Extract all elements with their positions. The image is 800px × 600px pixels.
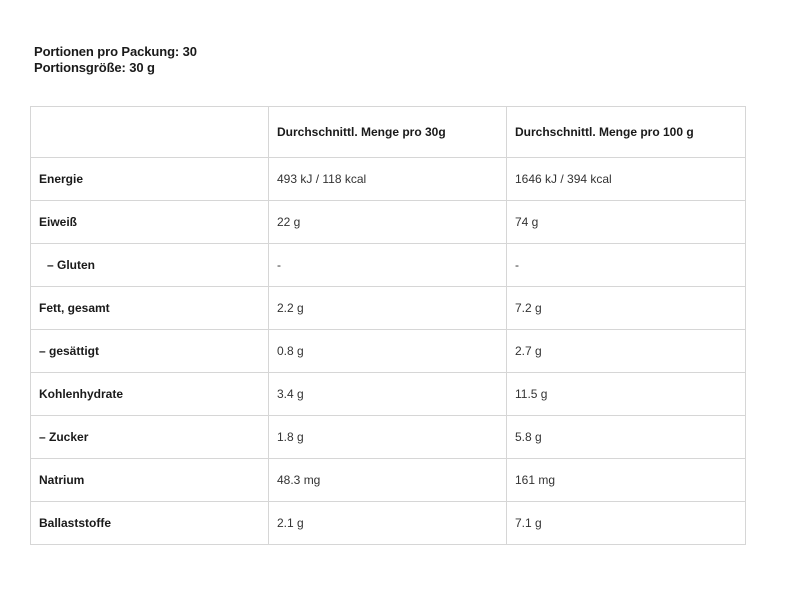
header-per-serving: Durchschnittl. Menge pro 30g: [269, 107, 507, 158]
per-serving-value: 2.2 g: [269, 287, 507, 330]
serving-info: [34, 44, 197, 76]
table-header-row: [31, 107, 746, 158]
per-100g-value: 5.8 g: [507, 416, 746, 459]
table-row-gluten: [31, 244, 746, 287]
per-100g-value: -: [507, 244, 746, 287]
per-serving-value: 3.4 g: [269, 373, 507, 416]
table-row-kohlenhydrate: [31, 373, 746, 416]
per-serving-value: 2.1 g: [269, 502, 507, 545]
nutrient-label: – Zucker: [31, 416, 269, 459]
nutrient-label: – gesättigt: [31, 330, 269, 373]
per-100g-value: 2.7 g: [507, 330, 746, 373]
per-100g-value: 74 g: [507, 201, 746, 244]
header-per-100g: Durchschnittl. Menge pro 100 g: [507, 107, 746, 158]
table-row-energie: [31, 158, 746, 201]
nutrient-label: Ballaststoffe: [31, 502, 269, 545]
nutrient-label: Natrium: [31, 459, 269, 502]
per-100g-value: 11.5 g: [507, 373, 746, 416]
nutrient-label: Eiweiß: [31, 201, 269, 244]
nutrient-label: Fett, gesamt: [31, 287, 269, 330]
nutrient-label: – Gluten: [31, 244, 269, 287]
nutrition-table: [30, 106, 746, 545]
table-row-natrium: [31, 459, 746, 502]
header-nutrient: [31, 107, 269, 158]
per-100g-value: 1646 kJ / 394 kcal: [507, 158, 746, 201]
table-row-gesaettigt: [31, 330, 746, 373]
per-serving-value: 493 kJ / 118 kcal: [269, 158, 507, 201]
serving-size: Portionsgröße: 30 g: [34, 60, 155, 75]
table-row-zucker: [31, 416, 746, 459]
table-row-ballaststoffe: [31, 502, 746, 545]
per-100g-value: 161 mg: [507, 459, 746, 502]
nutrient-label: Energie: [31, 158, 269, 201]
per-serving-value: 22 g: [269, 201, 507, 244]
per-100g-value: 7.2 g: [507, 287, 746, 330]
servings-per-package: Portionen pro Packung: 30: [34, 44, 197, 59]
table-row-fett: [31, 287, 746, 330]
nutrient-label: Kohlenhydrate: [31, 373, 269, 416]
table-row-eiweiss: [31, 201, 746, 244]
per-serving-value: 1.8 g: [269, 416, 507, 459]
per-100g-value: 7.1 g: [507, 502, 746, 545]
per-serving-value: -: [269, 244, 507, 287]
per-serving-value: 0.8 g: [269, 330, 507, 373]
per-serving-value: 48.3 mg: [269, 459, 507, 502]
